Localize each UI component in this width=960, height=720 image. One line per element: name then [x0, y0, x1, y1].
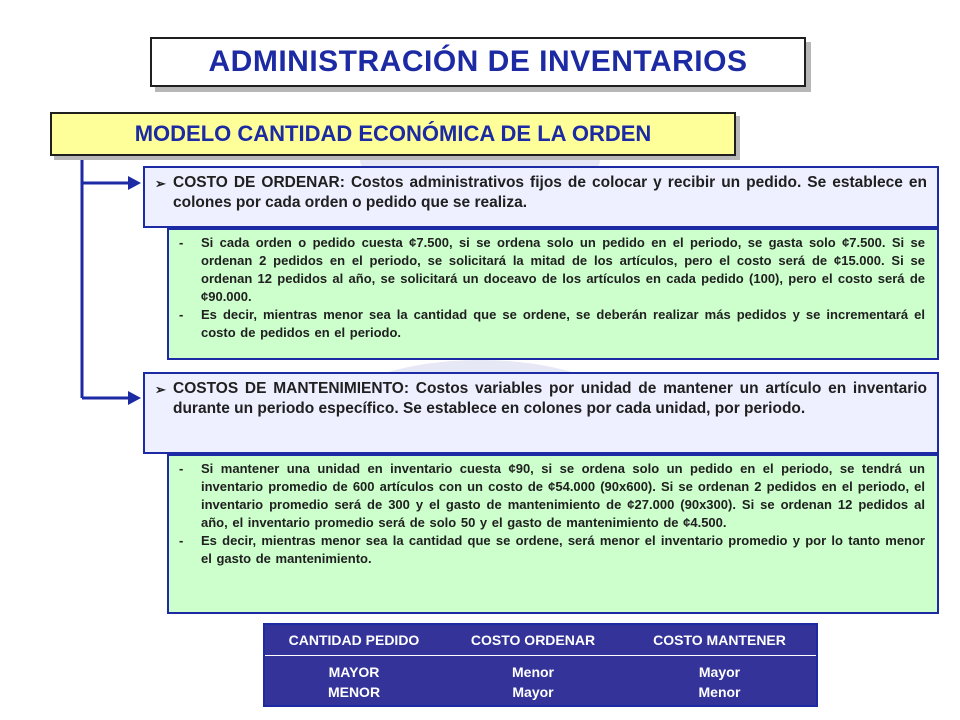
arrow-head-1	[128, 176, 141, 190]
table-cell: Mayor	[512, 684, 554, 700]
arrow-bullet-icon: ➢	[155, 382, 166, 397]
table-cell: Menor	[698, 684, 741, 700]
arrow-bullet-icon: ➢	[155, 176, 166, 191]
column-ordering-cost	[443, 662, 623, 702]
list-item: - Si mantener una unidad en inventario cuesta ¢90, si se ordena solo un pedido en el periodo, se tendrá un inventario promedio de 600 artículos con un costo de ¢54.000 (90x600). Si se ordenan 2 pedidos en el periodo, el inventario promedio será de 300 y el gasto de mantenimiento de ¢27.000 (90x300). Si se ordenan 12 pedidos al año, el inventario promedio será de solo 50 y el gasto de mantenimiento de ¢4.500.	[179, 461, 925, 530]
holding-cost-heading: COSTOS DE MANTENIMIENTO:	[173, 380, 409, 397]
section-subtitle: MODELO CANTIDAD ECONÓMICA DE LA ORDEN	[50, 112, 736, 156]
ordering-cost-examples	[167, 228, 939, 360]
page-title: ADMINISTRACIÓN DE INVENTARIOS	[150, 37, 806, 87]
holding-example-1: Si mantener una unidad en inventario cuesta ¢90, si se ordena solo un pedido en el periodo, se tendrá un inventario promedio de 600 artículos con un costo de ¢54.000 (90x600). Si se ordenan 2 pedidos en el periodo, el inventario promedio será de 300 y el gasto de mantenimiento de ¢27.000 (90x300). Si se ordenan 12 pedidos al año, el inventario promedio será de solo 50 y el gasto de mantenimiento de ¢4.500.	[201, 461, 925, 530]
header-holding-cost: COSTO MANTENER	[653, 632, 786, 648]
column-holding-cost	[623, 662, 816, 702]
list-item: - Si cada orden o pedido cuesta ¢7.500, si se ordena solo un pedido en el periodo, se gasta solo ¢7.500. Si se ordenan 2 pedidos en el periodo, se solicitará la mitad de los artículos, pero el costo será de ¢15.000. Si se ordenan 12 pedidos al año, se solicitará un doceavo de los artículos en cada pedido (100), pero el costo será de ¢90.000.	[179, 235, 925, 304]
holding-cost-examples	[167, 454, 939, 614]
ordering-cost-text: Costos administrativos fijos de colocar y recibir un pedido. Se establece en colones por cada orden o pedido que se realiza.	[173, 174, 927, 211]
header-ordering-cost: COSTO ORDENAR	[470, 632, 596, 648]
header-quantity: CANTIDAD PEDIDO	[288, 632, 420, 648]
table-cell: Mayor	[698, 664, 741, 680]
holding-example-2: Es decir, mientras menor sea la cantidad que se ordene, será menor el inventario promedio y por lo tanto menor el gasto de mantenimiento.	[201, 533, 925, 566]
ordering-cost-heading: COSTO DE ORDENAR:	[173, 174, 345, 191]
column-quantity	[265, 662, 443, 702]
summary-table	[263, 623, 818, 707]
list-item: - Es decir, mientras menor sea la cantidad que se ordene, será menor el inventario promedio y por lo tanto menor el gasto de mantenimiento.	[179, 533, 925, 566]
table-cell: MAYOR	[328, 664, 380, 680]
ordering-example-2: Es decir, mientras menor sea la cantidad que se ordene, se deberán realizar más pedidos y se incrementará el costo de pedidos en el periodo.	[201, 307, 925, 340]
ordering-example-1: Si cada orden o pedido cuesta ¢7.500, si se ordena solo un pedido en el periodo, se gasta solo ¢7.500. Si se ordenan 2 pedidos en el periodo, se solicitará la mitad de los artículos, pero el costo será de ¢15.000. Si se ordenan 12 pedidos al año, se solicitará un doceavo de los artículos en cada pedido (100), pero el costo será de ¢90.000.	[201, 235, 925, 304]
list-item: - Es decir, mientras menor sea la cantidad que se ordene, se deberán realizar más pedidos y se incrementará el costo de pedidos en el periodo.	[179, 307, 925, 340]
arrow-head-2	[128, 391, 141, 405]
table-header	[265, 625, 816, 656]
ordering-cost-definition	[143, 166, 939, 228]
table-cell: Menor	[512, 664, 554, 680]
holding-cost-text: Costos variables por unidad de mantener un artículo en inventario durante un periodo específico. Se establece en colones por cada unidad, por periodo.	[173, 380, 928, 417]
holding-cost-definition	[143, 372, 939, 454]
table-cell: MENOR	[327, 684, 381, 700]
